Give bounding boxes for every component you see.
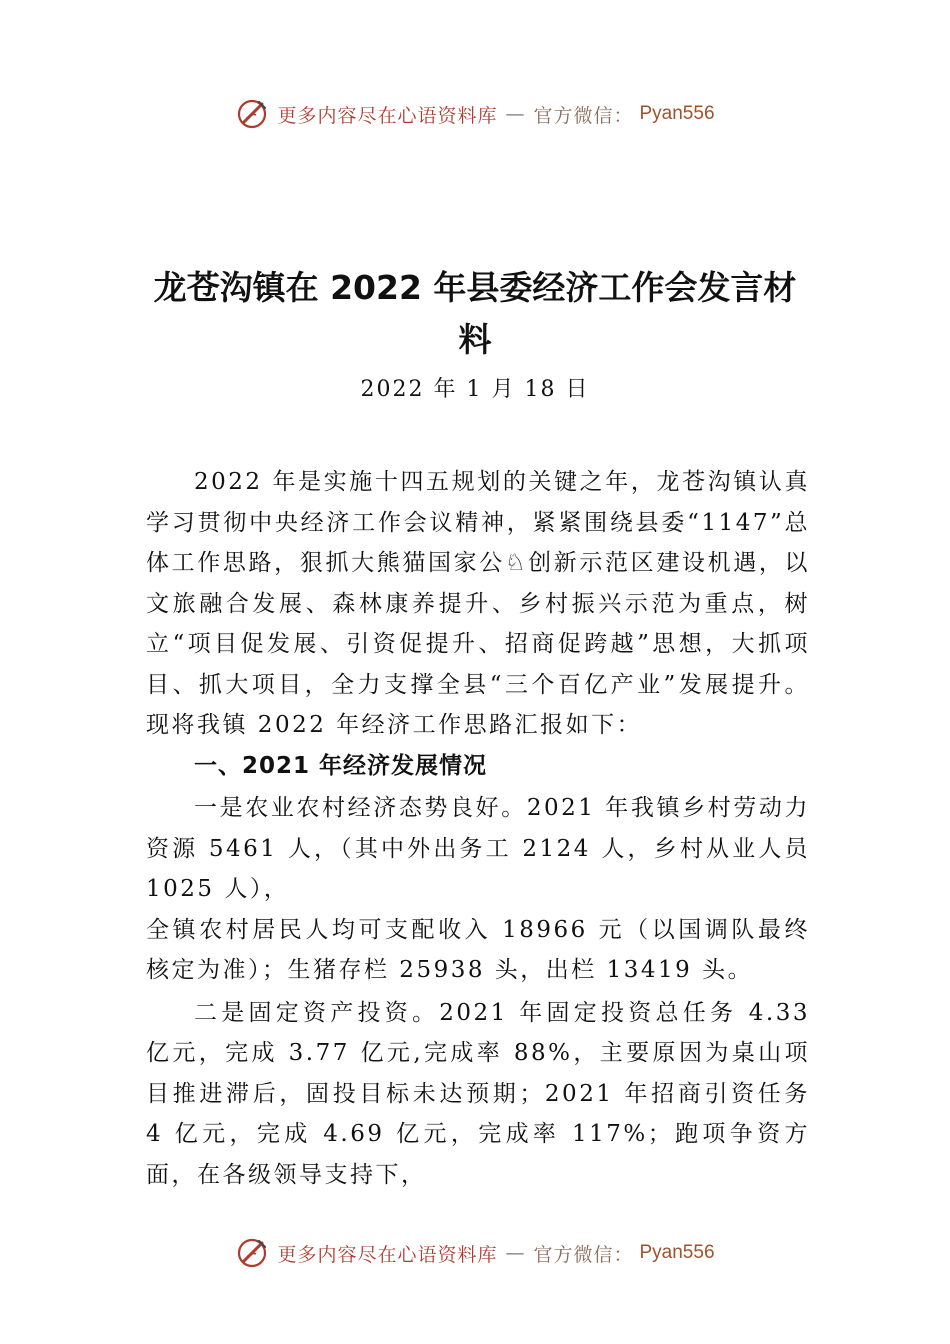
watermark-brand: 更多内容尽在心语资料库 [277,1243,498,1266]
footer-watermark [0,1233,950,1273]
intro-paragraph: 2022 年是实施十四五规划的关键之年，龙苍沟镇认真学习贯彻中央经济工作会议精神，紧紧围绕县委“1147”总体工作思路，狠抓大熊猫国家公♘创新示范区建设机遇，以文旅融合发展、森林康养提升、乡村振兴示范为重点，树立“项目促发展、引资促提升、招商促跨越”思想，大抓项目、抓大项目，全力支撑全县“三个百亿产业”发展提升。现将我镇 2022 年经济工作思路汇报如下： [146,469,810,738]
watermark-brand: 更多内容尽在心语资料库 [277,104,498,127]
body-paragraph: 全镇农村居民人均可支配收入 18966 元（以国调队最终核定为准）；生猪存栏 25938 头，出栏 13419 头。 [146,916,810,983]
document-title: 龙苍沟镇在 2022 年县委经济工作会发言材料 [153,268,797,359]
section-heading: 一、2021 年经济发展情况 [194,752,488,779]
document-date: 2022 年 1 月 18 日 [360,377,590,402]
watermark-label: 官方微信： [533,1243,634,1266]
document-body [146,462,810,1195]
watermark-wechat-id: Pyan556 [639,103,715,124]
pen-seal-logo-icon [235,1235,271,1271]
watermark-label: 官方微信： [533,104,634,127]
watermark-dash: — [505,103,526,125]
watermark-wechat-id: Pyan556 [639,1242,715,1263]
watermark-dash: — [505,1242,526,1264]
header-watermark [0,94,950,134]
body-paragraph: 二是固定资产投资。2021 年固定投资总任务 4.33 亿元，完成 3.77 亿元,完成率 88%，主要原因为桌山项目推进滞后，固投目标未达预期；2021 年招商引资任务 4 亿元，完成 4.69 亿元，完成率 117%；跑项争资方面，在各级领导支持下， [146,999,810,1188]
pen-seal-logo-icon [235,96,271,132]
body-paragraph: 一是农业农村经济态势良好。2021 年我镇乡村劳动力资源 5461 人，（其中外出务工 2124 人，乡村从业人员 1025 人）， [146,795,810,902]
